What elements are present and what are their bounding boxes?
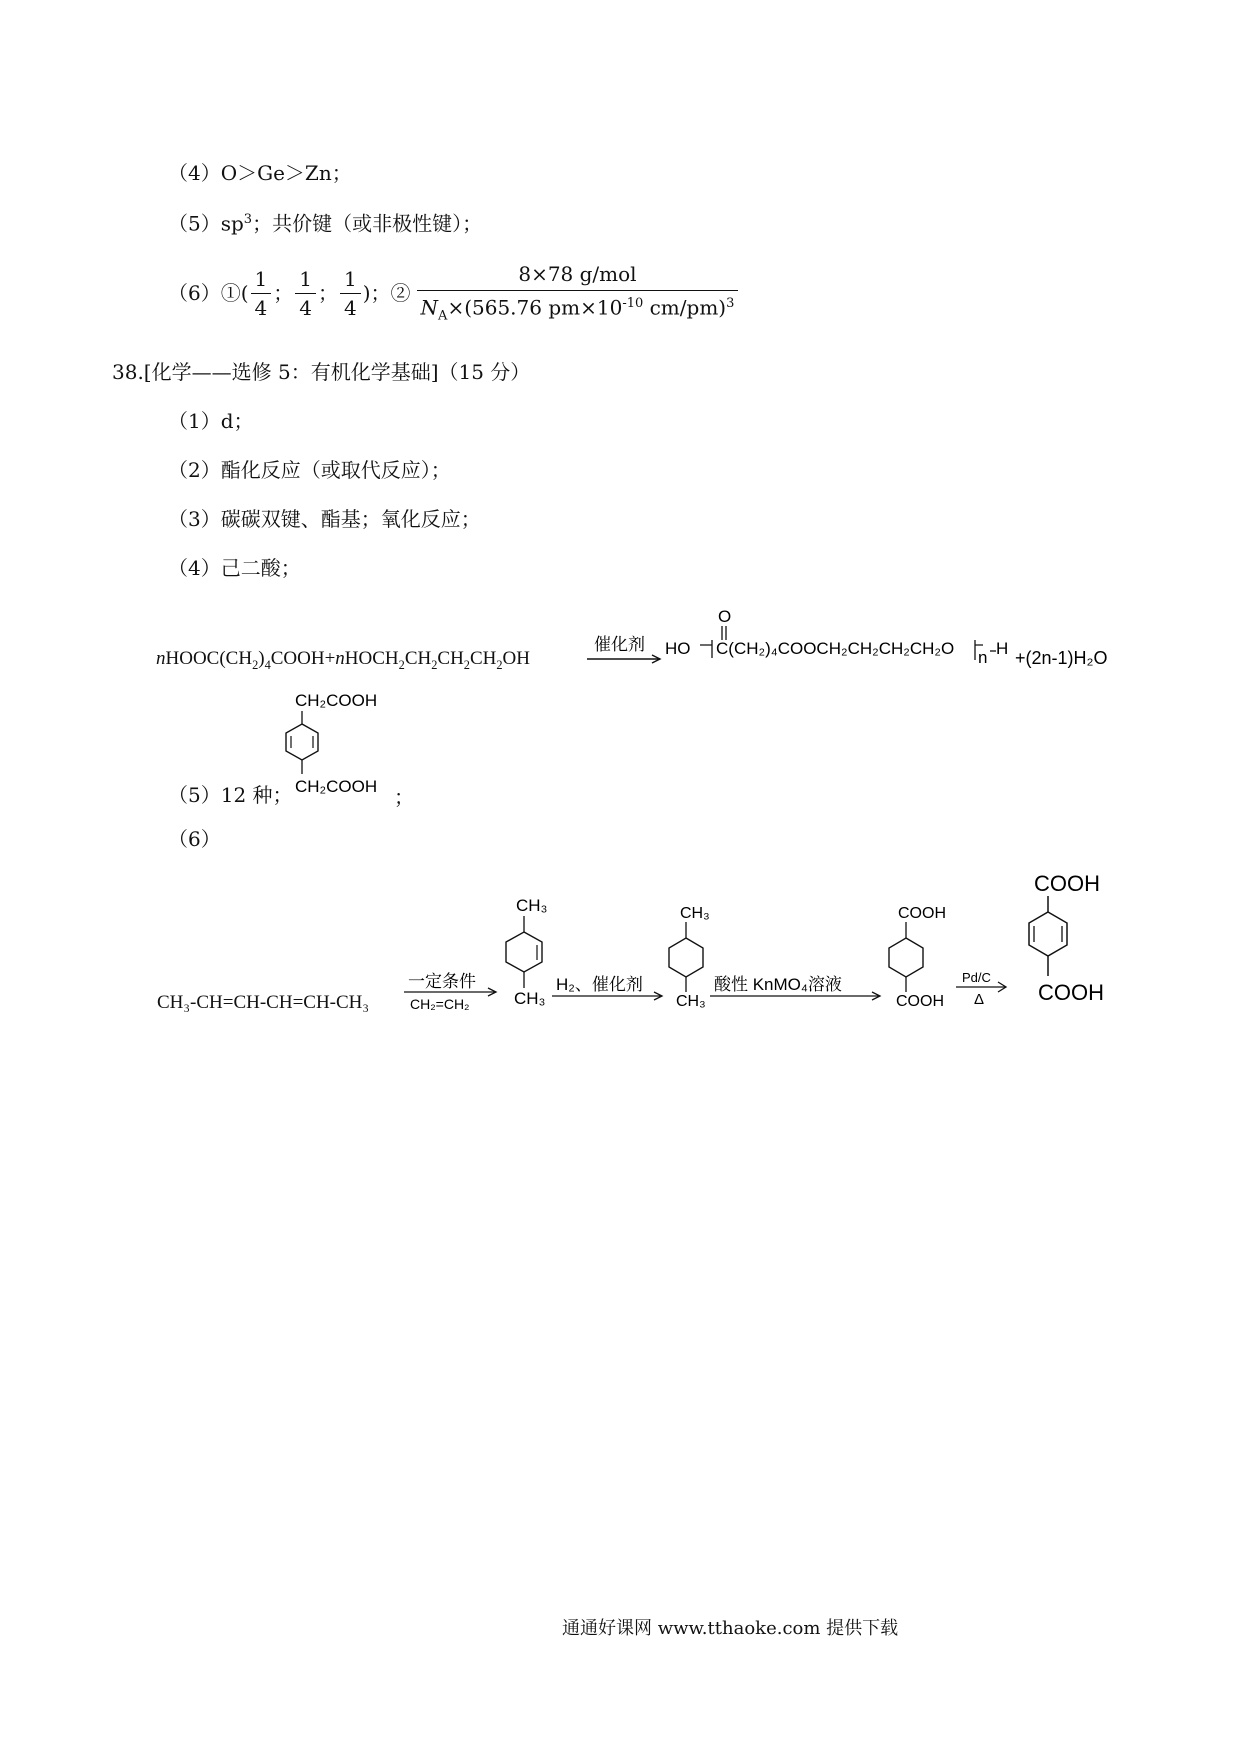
footer-download-note: 通通好课网 www.tthaoke.com 提供下载 xyxy=(562,1618,899,1639)
subscript-n: n xyxy=(978,648,988,667)
answer-37-4: （4）O＞Ge＞Zn； xyxy=(168,161,352,185)
section-38-title: 38.[化学——选修 5：有机化学基础]（15 分） xyxy=(112,360,531,384)
den-power: 3 xyxy=(726,296,735,311)
carbonyl-oxygen: O xyxy=(718,607,732,626)
na-symbol: N xyxy=(420,295,439,320)
polymer-chain: C(CH₂)₄COOCH₂CH₂CH₂CH₂O xyxy=(716,639,955,658)
s4-top-carboxyl: COOH xyxy=(1034,871,1100,896)
s1-bottom-methyl: CH₃ xyxy=(514,989,546,1008)
reactant-2-e: OH xyxy=(502,648,530,669)
s4-bottom-carboxyl: COOH xyxy=(1038,980,1104,1005)
end-h: H xyxy=(996,639,1009,658)
reactant-2-sub-c: 2 xyxy=(463,657,470,672)
starting-material: CH₃-CH=CH-CH=CH-CH₃ xyxy=(157,992,370,1013)
answer-38-5: （5）12 种； xyxy=(168,783,293,807)
den-part-1: ×(565.76 pm×10 xyxy=(447,295,623,320)
answer-38-5-end: ； xyxy=(394,785,414,809)
s3-top-carboxyl: COOH xyxy=(898,905,946,922)
answer-38-1: （1）d； xyxy=(168,409,254,433)
s3-ring xyxy=(889,938,923,977)
answer-38-4: （4）己二酸； xyxy=(168,556,301,580)
reactant-n-2: n xyxy=(335,648,345,669)
reactant-2-a: HOCH xyxy=(344,648,399,669)
q5-top-group: CH₂COOH xyxy=(295,691,378,710)
s2-ring xyxy=(669,938,703,977)
reactant-2-d: CH xyxy=(469,648,497,669)
reactant-n-1: n xyxy=(156,648,166,669)
catalyst-label: 催化剂 xyxy=(594,635,645,654)
reactant-1-a: HOOC(CH xyxy=(165,648,253,669)
answer-38-2: （2）酯化反应（或取代反应）； xyxy=(168,458,451,482)
fraction-2-num: 1 xyxy=(299,266,312,291)
reactant-1-sub-a: 2 xyxy=(252,657,259,672)
step4-catalyst: Pd/C xyxy=(962,970,991,985)
product-ho: HO xyxy=(665,639,691,658)
answer-37-6-mid: )；② xyxy=(362,281,411,306)
q5-bottom-group: CH₂COOH xyxy=(295,777,378,796)
answer-37-5-suffix: ；共价键（或非极性键）； xyxy=(252,211,483,236)
s1-top-methyl: CH₃ xyxy=(516,896,548,915)
answer-38-6: （6） xyxy=(168,827,221,851)
answer-37-5-sup: 3 xyxy=(243,212,253,227)
s2-top-methyl: CH₃ xyxy=(680,905,710,922)
s3-bottom-carboxyl: COOH xyxy=(896,993,944,1010)
fraction-3-num: 1 xyxy=(344,266,357,291)
na-subscript: A xyxy=(438,308,448,324)
density-numerator: 8×78 g/mol xyxy=(518,262,637,286)
s2-bottom-methyl: CH₃ xyxy=(676,993,706,1010)
fraction-3-den: 4 xyxy=(340,293,361,318)
separator-1: ； xyxy=(273,281,294,306)
answer-37-6-prefix: （6）①( xyxy=(168,281,249,306)
reactant-1-c: COOH+ xyxy=(270,648,336,669)
step1-reagent: CH₂=CH₂ xyxy=(410,996,470,1012)
den-exponent: -10 xyxy=(622,296,644,311)
fraction-1-den: 4 xyxy=(251,293,272,318)
step2-condition: H₂、催化剂 xyxy=(556,975,643,994)
reactant-2-sub-b: 2 xyxy=(431,657,438,672)
answer-37-5-prefix: （5）sp xyxy=(168,211,244,236)
s4-benzene-ring xyxy=(1029,912,1067,956)
answer-38-3: （3）碳碳双键、酯基；氧化反应； xyxy=(168,507,481,531)
step4-heat: Δ xyxy=(974,991,985,1008)
separator-2: ； xyxy=(318,281,338,306)
reactant-1-sub-b: 4 xyxy=(264,657,271,672)
step1-condition: 一定条件 xyxy=(408,972,476,991)
fraction-1-num: 1 xyxy=(254,266,268,291)
reactant-2-c: CH xyxy=(437,648,464,669)
fraction-2-den: 4 xyxy=(295,293,316,318)
step3-condition: 酸性 KnMO₄溶液 xyxy=(714,975,842,994)
reactant-2-b: CH xyxy=(404,648,432,669)
reactant-1-b: ) xyxy=(258,648,265,669)
den-part-2: cm/pm) xyxy=(643,295,727,320)
reactant-2-sub-a: 2 xyxy=(398,657,405,672)
reactant-2-sub-d: 2 xyxy=(496,657,503,672)
water-term: +(2n-1)H₂O xyxy=(1015,648,1108,668)
